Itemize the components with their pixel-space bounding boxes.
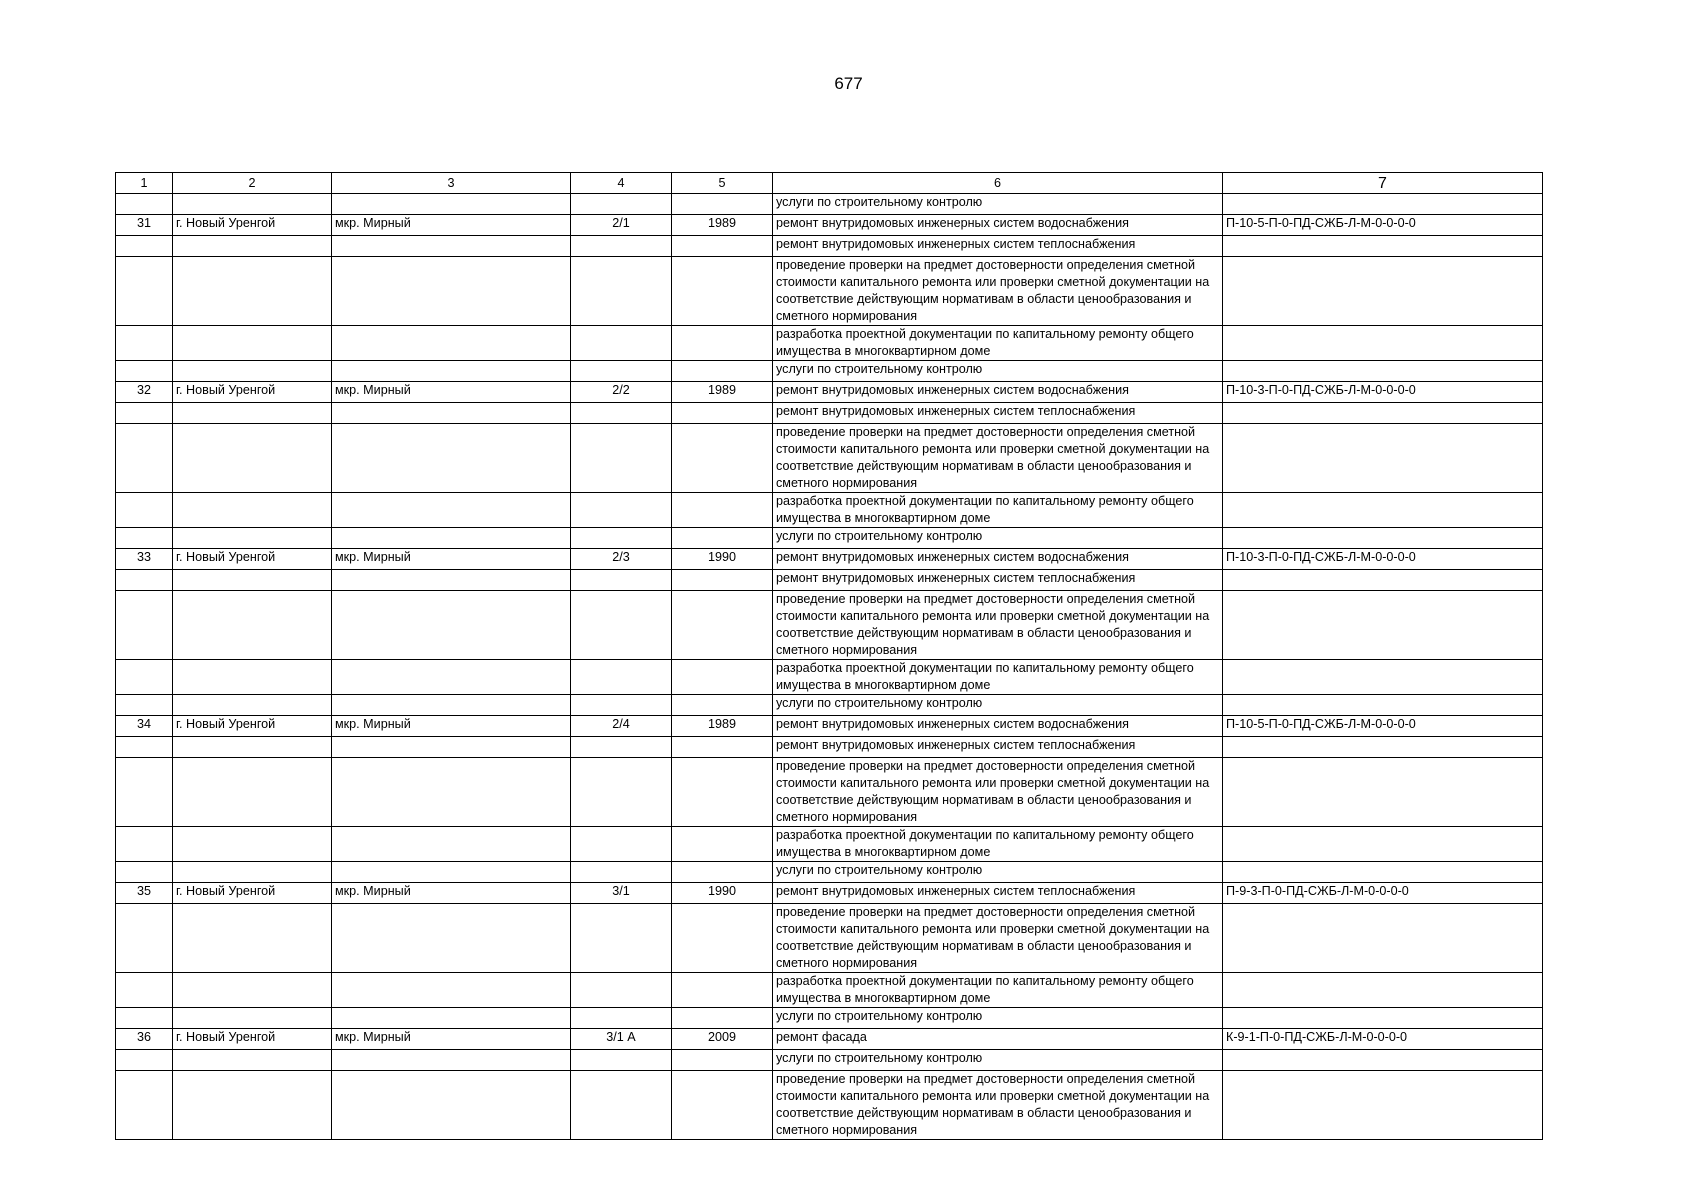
cell-city — [173, 326, 332, 361]
table-row — [116, 549, 1543, 570]
cell-house: 2/2 — [571, 382, 672, 403]
cell-city — [173, 660, 332, 695]
cell-year — [672, 904, 773, 973]
cell-district — [332, 570, 571, 591]
cell-number: 33 — [116, 549, 173, 570]
cell-work-type: разработка проектной документации по капитальному ремонту общего имущества в многоквартирном доме — [773, 827, 1223, 862]
table-row — [116, 194, 1543, 215]
cell-district — [332, 1071, 571, 1140]
cell-code — [1223, 1050, 1543, 1071]
cell-city — [173, 1050, 332, 1071]
cell-district — [332, 660, 571, 695]
cell-code: П-9-3-П-0-ПД-СЖБ-Л-М-0-0-0-0 — [1223, 883, 1543, 904]
cell-house — [571, 758, 672, 827]
cell-work-type: разработка проектной документации по капитальному ремонту общего имущества в многоквартирном доме — [773, 973, 1223, 1008]
cell-work-type: разработка проектной документации по капитальному ремонту общего имущества в многоквартирном доме — [773, 660, 1223, 695]
cell-house — [571, 403, 672, 424]
table-row — [116, 883, 1543, 904]
cell-year: 1989 — [672, 716, 773, 737]
cell-work-type: ремонт внутридомовых инженерных систем водоснабжения — [773, 716, 1223, 737]
cell-number — [116, 695, 173, 716]
cell-city — [173, 904, 332, 973]
table-row — [116, 904, 1543, 973]
cell-house — [571, 862, 672, 883]
cell-house — [571, 194, 672, 215]
cell-work-type: ремонт фасада — [773, 1029, 1223, 1050]
table-row — [116, 382, 1543, 403]
cell-number: 31 — [116, 215, 173, 236]
cell-code — [1223, 236, 1543, 257]
cell-city: г. Новый Уренгой — [173, 883, 332, 904]
cell-house — [571, 591, 672, 660]
cell-district — [332, 194, 571, 215]
table-row — [116, 591, 1543, 660]
cell-house — [571, 737, 672, 758]
cell-work-type: услуги по строительному контролю — [773, 862, 1223, 883]
header-cell-1: 1 — [116, 173, 173, 194]
cell-house: 2/3 — [571, 549, 672, 570]
cell-number — [116, 570, 173, 591]
table-row — [116, 1029, 1543, 1050]
cell-work-type: ремонт внутридомовых инженерных систем теплоснабжения — [773, 236, 1223, 257]
cell-number — [116, 660, 173, 695]
table-row — [116, 236, 1543, 257]
cell-work-type: услуги по строительному контролю — [773, 528, 1223, 549]
table-row — [116, 1050, 1543, 1071]
cell-work-type: ремонт внутридомовых инженерных систем теплоснабжения — [773, 403, 1223, 424]
cell-code: П-10-5-П-0-ПД-СЖБ-Л-М-0-0-0-0 — [1223, 215, 1543, 236]
table-header-row — [116, 173, 1543, 194]
cell-code — [1223, 973, 1543, 1008]
cell-work-type: разработка проектной документации по капитальному ремонту общего имущества в многоквартирном доме — [773, 493, 1223, 528]
cell-code: П-10-5-П-0-ПД-СЖБ-Л-М-0-0-0-0 — [1223, 716, 1543, 737]
cell-district — [332, 361, 571, 382]
cell-house — [571, 424, 672, 493]
cell-house: 2/1 — [571, 215, 672, 236]
cell-city — [173, 403, 332, 424]
cell-city — [173, 737, 332, 758]
cell-number: 32 — [116, 382, 173, 403]
cell-city: г. Новый Уренгой — [173, 215, 332, 236]
cell-house: 3/1 А — [571, 1029, 672, 1050]
cell-year — [672, 424, 773, 493]
cell-house — [571, 1008, 672, 1029]
cell-district — [332, 493, 571, 528]
cell-work-type: услуги по строительному контролю — [773, 1050, 1223, 1071]
cell-number — [116, 236, 173, 257]
cell-number — [116, 1008, 173, 1029]
cell-district — [332, 758, 571, 827]
cell-number — [116, 1050, 173, 1071]
table-row — [116, 1071, 1543, 1140]
cell-city — [173, 827, 332, 862]
cell-year — [672, 403, 773, 424]
cell-number — [116, 194, 173, 215]
cell-city — [173, 570, 332, 591]
table-row — [116, 493, 1543, 528]
table-row — [116, 361, 1543, 382]
cell-house — [571, 827, 672, 862]
cell-district — [332, 1008, 571, 1029]
cell-district — [332, 827, 571, 862]
cell-year — [672, 737, 773, 758]
cell-year — [672, 695, 773, 716]
cell-year — [672, 973, 773, 1008]
cell-code — [1223, 862, 1543, 883]
cell-year: 1989 — [672, 215, 773, 236]
cell-city — [173, 1071, 332, 1140]
cell-district: мкр. Мирный — [332, 549, 571, 570]
table-row — [116, 973, 1543, 1008]
cell-city: г. Новый Уренгой — [173, 1029, 332, 1050]
cell-district: мкр. Мирный — [332, 382, 571, 403]
cell-code: П-10-3-П-0-ПД-СЖБ-Л-М-0-0-0-0 — [1223, 549, 1543, 570]
cell-work-type: разработка проектной документации по капитальному ремонту общего имущества в многоквартирном доме — [773, 326, 1223, 361]
cell-work-type: ремонт внутридомовых инженерных систем теплоснабжения — [773, 883, 1223, 904]
cell-year: 2009 — [672, 1029, 773, 1050]
cell-work-type: услуги по строительному контролю — [773, 361, 1223, 382]
cell-city — [173, 361, 332, 382]
cell-work-type: проведение проверки на предмет достоверности определения сметной стоимости капитального ремонта или проверки сметной документации на соответствие действующим нормативам в области ценообразования и сметного нормирования — [773, 1071, 1223, 1140]
cell-work-type: услуги по строительному контролю — [773, 1008, 1223, 1029]
cell-house — [571, 326, 672, 361]
cell-house — [571, 660, 672, 695]
cell-code — [1223, 528, 1543, 549]
cell-house: 2/4 — [571, 716, 672, 737]
cell-code — [1223, 904, 1543, 973]
cell-city — [173, 973, 332, 1008]
cell-code — [1223, 194, 1543, 215]
cell-house — [571, 236, 672, 257]
cell-year — [672, 1008, 773, 1029]
table-row — [116, 326, 1543, 361]
table-row — [116, 862, 1543, 883]
cell-city — [173, 758, 332, 827]
cell-district — [332, 326, 571, 361]
cell-number — [116, 904, 173, 973]
cell-work-type: услуги по строительному контролю — [773, 695, 1223, 716]
cell-city — [173, 862, 332, 883]
cell-number — [116, 758, 173, 827]
cell-year — [672, 194, 773, 215]
cell-code — [1223, 1071, 1543, 1140]
cell-code — [1223, 361, 1543, 382]
cell-house — [571, 973, 672, 1008]
cell-city: г. Новый Уренгой — [173, 382, 332, 403]
cell-house — [571, 528, 672, 549]
cell-year — [672, 1071, 773, 1140]
cell-code — [1223, 257, 1543, 326]
cell-number: 35 — [116, 883, 173, 904]
cell-work-type: проведение проверки на предмет достоверности определения сметной стоимости капитального ремонта или проверки сметной документации на соответствие действующим нормативам в области ценообразования и сметного нормирования — [773, 591, 1223, 660]
cell-code: П-10-3-П-0-ПД-СЖБ-Л-М-0-0-0-0 — [1223, 382, 1543, 403]
repair-table — [115, 172, 1543, 1140]
cell-house — [571, 257, 672, 326]
header-cell-3: 3 — [332, 173, 571, 194]
cell-number — [116, 827, 173, 862]
cell-year — [672, 326, 773, 361]
cell-city: г. Новый Уренгой — [173, 716, 332, 737]
table-row — [116, 403, 1543, 424]
cell-house — [571, 904, 672, 973]
cell-work-type: ремонт внутридомовых инженерных систем водоснабжения — [773, 382, 1223, 403]
cell-number: 34 — [116, 716, 173, 737]
cell-work-type: проведение проверки на предмет достоверности определения сметной стоимости капитального ремонта или проверки сметной документации на соответствие действующим нормативам в области ценообразования и сметного нормирования — [773, 424, 1223, 493]
cell-work-type: проведение проверки на предмет достоверности определения сметной стоимости капитального ремонта или проверки сметной документации на соответствие действующим нормативам в области ценообразования и сметного нормирования — [773, 758, 1223, 827]
cell-year — [672, 758, 773, 827]
cell-number — [116, 257, 173, 326]
cell-code — [1223, 660, 1543, 695]
cell-district — [332, 695, 571, 716]
cell-year — [672, 361, 773, 382]
cell-work-type: ремонт внутридомовых инженерных систем теплоснабжения — [773, 737, 1223, 758]
cell-house — [571, 1050, 672, 1071]
header-cell-4: 4 — [571, 173, 672, 194]
cell-year: 1990 — [672, 883, 773, 904]
cell-number — [116, 1071, 173, 1140]
cell-number — [116, 591, 173, 660]
cell-number: 36 — [116, 1029, 173, 1050]
table-row — [116, 570, 1543, 591]
page-number: 677 — [834, 74, 863, 93]
cell-house — [571, 361, 672, 382]
cell-district — [332, 424, 571, 493]
header-cell-5: 5 — [672, 173, 773, 194]
cell-code — [1223, 1008, 1543, 1029]
cell-district — [332, 862, 571, 883]
cell-code — [1223, 737, 1543, 758]
cell-year — [672, 528, 773, 549]
cell-city — [173, 1008, 332, 1029]
cell-number — [116, 326, 173, 361]
table-row — [116, 695, 1543, 716]
cell-number — [116, 528, 173, 549]
cell-code — [1223, 403, 1543, 424]
cell-number — [116, 973, 173, 1008]
cell-number — [116, 862, 173, 883]
cell-code — [1223, 827, 1543, 862]
table-row — [116, 424, 1543, 493]
cell-city: г. Новый Уренгой — [173, 549, 332, 570]
cell-house: 3/1 — [571, 883, 672, 904]
cell-year — [672, 660, 773, 695]
cell-code — [1223, 758, 1543, 827]
cell-year: 1990 — [672, 549, 773, 570]
cell-house — [571, 1071, 672, 1140]
cell-city — [173, 424, 332, 493]
cell-district: мкр. Мирный — [332, 716, 571, 737]
cell-year — [672, 1050, 773, 1071]
table-row — [116, 737, 1543, 758]
table-row — [116, 758, 1543, 827]
header-cell-7: 7 — [1223, 173, 1543, 194]
cell-number — [116, 737, 173, 758]
cell-code — [1223, 326, 1543, 361]
cell-city — [173, 695, 332, 716]
cell-district — [332, 257, 571, 326]
cell-city — [173, 236, 332, 257]
cell-city — [173, 591, 332, 660]
cell-year — [672, 236, 773, 257]
cell-district: мкр. Мирный — [332, 883, 571, 904]
cell-work-type: проведение проверки на предмет достоверности определения сметной стоимости капитального ремонта или проверки сметной документации на соответствие действующим нормативам в области ценообразования и сметного нормирования — [773, 257, 1223, 326]
cell-code — [1223, 424, 1543, 493]
cell-district — [332, 591, 571, 660]
cell-number — [116, 424, 173, 493]
cell-house — [571, 695, 672, 716]
cell-code — [1223, 695, 1543, 716]
table-row — [116, 827, 1543, 862]
cell-year — [672, 591, 773, 660]
cell-work-type: проведение проверки на предмет достоверности определения сметной стоимости капитального ремонта или проверки сметной документации на соответствие действующим нормативам в области ценообразования и сметного нормирования — [773, 904, 1223, 973]
cell-city — [173, 194, 332, 215]
cell-district — [332, 737, 571, 758]
cell-year — [672, 257, 773, 326]
cell-number — [116, 361, 173, 382]
cell-work-type: ремонт внутридомовых инженерных систем водоснабжения — [773, 549, 1223, 570]
table-row — [116, 660, 1543, 695]
cell-year — [672, 570, 773, 591]
cell-year — [672, 493, 773, 528]
table-row — [116, 528, 1543, 549]
cell-district — [332, 973, 571, 1008]
cell-city — [173, 257, 332, 326]
header-cell-2: 2 — [173, 173, 332, 194]
cell-district — [332, 236, 571, 257]
cell-district — [332, 904, 571, 973]
table-row — [116, 257, 1543, 326]
cell-district — [332, 1050, 571, 1071]
cell-house — [571, 493, 672, 528]
cell-district — [332, 403, 571, 424]
table-row — [116, 716, 1543, 737]
cell-code — [1223, 570, 1543, 591]
cell-district: мкр. Мирный — [332, 1029, 571, 1050]
cell-number — [116, 493, 173, 528]
cell-district — [332, 528, 571, 549]
cell-number — [116, 403, 173, 424]
cell-district: мкр. Мирный — [332, 215, 571, 236]
cell-year — [672, 827, 773, 862]
header-cell-6: 6 — [773, 173, 1223, 194]
cell-work-type: услуги по строительному контролю — [773, 194, 1223, 215]
cell-code: К-9-1-П-0-ПД-СЖБ-Л-М-0-0-0-0 — [1223, 1029, 1543, 1050]
cell-work-type: ремонт внутридомовых инженерных систем теплоснабжения — [773, 570, 1223, 591]
table-row — [116, 1008, 1543, 1029]
table-row — [116, 215, 1543, 236]
cell-year — [672, 862, 773, 883]
cell-code — [1223, 591, 1543, 660]
cell-house — [571, 570, 672, 591]
cell-code — [1223, 493, 1543, 528]
cell-work-type: ремонт внутридомовых инженерных систем водоснабжения — [773, 215, 1223, 236]
cell-year: 1989 — [672, 382, 773, 403]
cell-city — [173, 493, 332, 528]
cell-city — [173, 528, 332, 549]
